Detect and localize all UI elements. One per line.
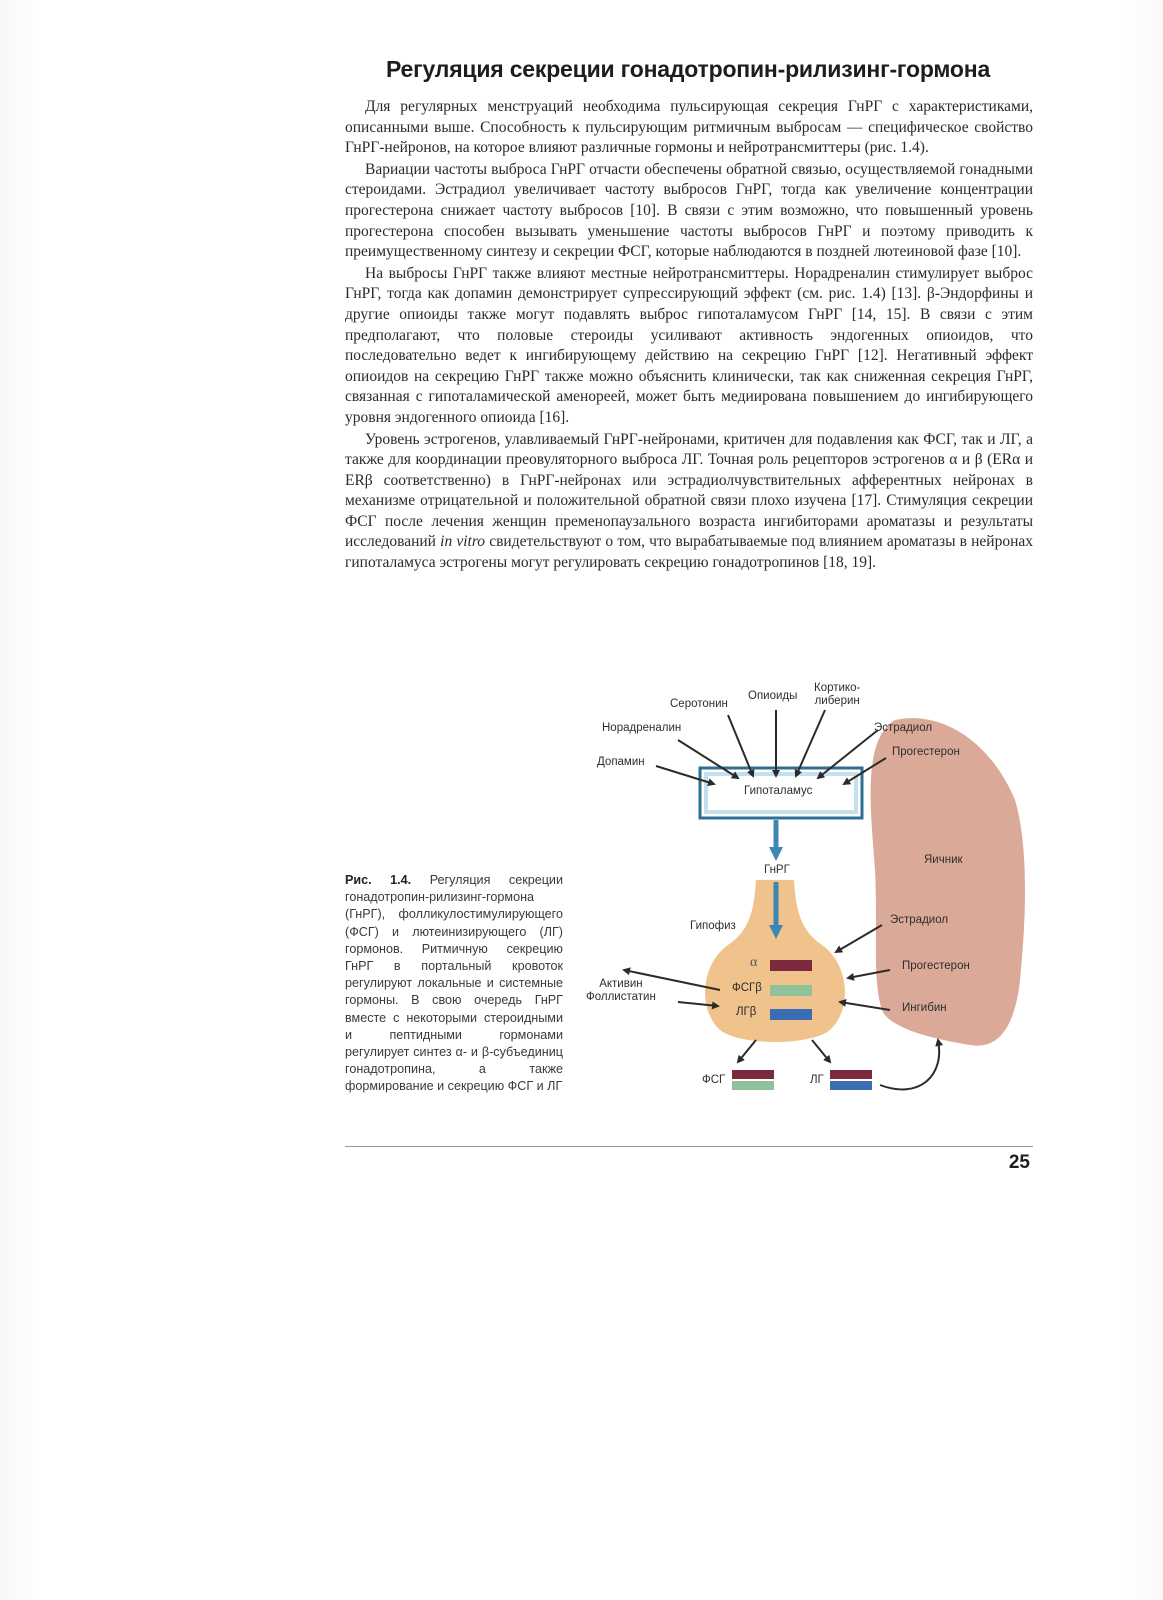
paragraph-text: Для регулярных менструаций необходима пульсирующая секреция ГнРГ с характеристиками, описанными выше. Способность к пульсирующим ритмичным выбросам — специфическое свойство ГнРГ-нейронов, на которое влияют различные гормоны и нейротрансмиттеры (рис. 1.4).: [345, 98, 1033, 157]
arrow-corticoliberin: [796, 710, 825, 776]
paragraph: [345, 97, 1033, 159]
arrow-estradiol-mid: [836, 925, 882, 952]
bar-fsh-beta: [770, 985, 812, 996]
bar-lh-beta: [770, 1009, 812, 1020]
figure-diagram: [560, 680, 1040, 1130]
label-activin-follistatin: Активин Фоллистатин: [586, 978, 656, 1003]
label-serotonin: Серотонин: [670, 698, 728, 710]
lh-bar-beta: [830, 1081, 872, 1090]
paragraph: [345, 264, 1033, 429]
label-lh: ЛГ: [810, 1074, 824, 1086]
fsh-bar-beta: [732, 1081, 774, 1090]
arrow-lh-to-ovary: [880, 1040, 939, 1089]
label-alpha: α: [750, 955, 758, 970]
arrow-to-fsh: [738, 1040, 756, 1062]
label-ovary: Яичник: [924, 854, 963, 866]
label-corticoliberin: Кортико- либерин: [814, 682, 861, 707]
label-progesterone-top: Прогестерон: [892, 746, 960, 758]
paragraph-italic: in vitro: [440, 533, 486, 551]
footer-rule: [345, 1146, 1033, 1147]
paragraph: [345, 430, 1033, 574]
paragraph-text: Вариации частоты выброса ГнРГ отчасти обеспечены обратной связью, осуществляемой гонадными стероидами. Эстрадиол увеличивает частоту выбросов ГнРГ, тогда как увеличение концентрации прогестерона снижает частоту выбросов [10]. В связи с этим возможно, что повышенный уровень прогестерона способен вызывать уменьшение частоты выбросов ГнРГ и поэтому приводить к преимущественному синтезу и секреции ФСГ, которые наблюдаются в поздней лютеиновой фазе [10].: [345, 160, 1033, 261]
ovary-shape: [871, 718, 1025, 1046]
label-estradiol-top: Эстрадиол: [874, 722, 933, 734]
fsh-bar-alpha: [732, 1070, 774, 1079]
paragraph-text: На выбросы ГнРГ также влияют местные нейротрансмиттеры. Норадреналин стимулирует выброс ГнРГ, тогда как допамин демонстрирует супрессирующий эффект (см. рис. 1.4) [13]. β-Эндорфины и другие опиоиды также могут подавлять выброс гипоталамусом ГнРГ [14, 15]. В связи с этим предполагают, что половые стероиды усиливают активность эндогенных опиоидов, что последовательно ведет к ингибирующему действию на секрецию ГнРГ [12]. Негативный эффект опиоидов на секрецию ГнРГ также можно объяснить клинически, так как сниженная секреция ГнРГ, связанная с гипоталамической аменореей, может быть медиирована повышением до ингибирующего уровня эндогенного опиоида [16].: [345, 264, 1033, 426]
label-fsh-beta: ФСГβ: [732, 982, 762, 994]
figure-1-4: [560, 680, 1040, 1130]
label-estradiol-mid: Эстрадиол: [890, 914, 949, 926]
label-fsh: ФСГ: [702, 1074, 726, 1086]
caption-label: Рис. 1.4.: [345, 873, 412, 887]
label-progesterone-mid: Прогестерон: [902, 960, 970, 972]
label-inhibin: Ингибин: [902, 1002, 947, 1014]
paragraph: [345, 160, 1033, 263]
label-hypothalamus: Гипоталамус: [744, 785, 813, 797]
lh-bar-alpha: [830, 1070, 872, 1079]
bar-alpha: [770, 960, 812, 971]
arrow-to-lh: [812, 1040, 830, 1062]
figure-caption: [345, 872, 563, 1096]
page-number: 25: [1008, 1152, 1030, 1173]
label-gnrh: ГнРГ: [764, 864, 790, 876]
label-dopamine: Допамин: [597, 756, 645, 768]
body-text: [345, 97, 1033, 575]
label-opioids: Опиоиды: [748, 690, 798, 702]
caption-text: Регуляция секреции гонадотропин-рилизинг-гормона (ГнРГ), фолликулостимулирующего (ФСГ) и лютеинизирующего (ЛГ) гормонов. Ритмичную секрецию ГнРГ в портальный кровоток регулируют локальные и системные гормоны. В свою очередь ГнРГ вместе с некоторыми стероидными и пептидными гормонами регулирует синтез α- и β-субъединиц гонадотропина, а также формирование и секрецию ФСГ и ЛГ: [345, 873, 563, 1094]
paragraph-text: Уровень эстрогенов, улавливаемый ГнРГ-нейронами, критичен для подавления как ФСГ, так и ЛГ, а также для координации преовуляторного выброса ЛГ. Точная роль рецепторов эстрогенов α и β (ERα и ERβ соответственно) в ГнРГ-нейронах или эстрадиолчувствительных афферентных нейронах в механизме отрицательной и положительной обратной связи плохо изучена [17]. Стимуляция секреции ФСГ после лечения женщин пременопаузального возраста ингибиторами ароматазы и результаты исследований: [345, 430, 1033, 551]
section-heading: Регуляция секреции гонадотропин-рилизинг-гормона: [385, 56, 991, 82]
label-pituitary: Гипофиз: [690, 920, 736, 932]
label-noradrenaline: Норадреналин: [602, 722, 682, 734]
label-lh-beta: ЛГβ: [736, 1006, 757, 1018]
paragraph-text: свидетельствуют о том, что вырабатываемые под влиянием ароматазы в нейронах гипоталамуса эстрогены могут регулировать секрецию гонадотропинов [18, 19].: [345, 533, 1033, 572]
